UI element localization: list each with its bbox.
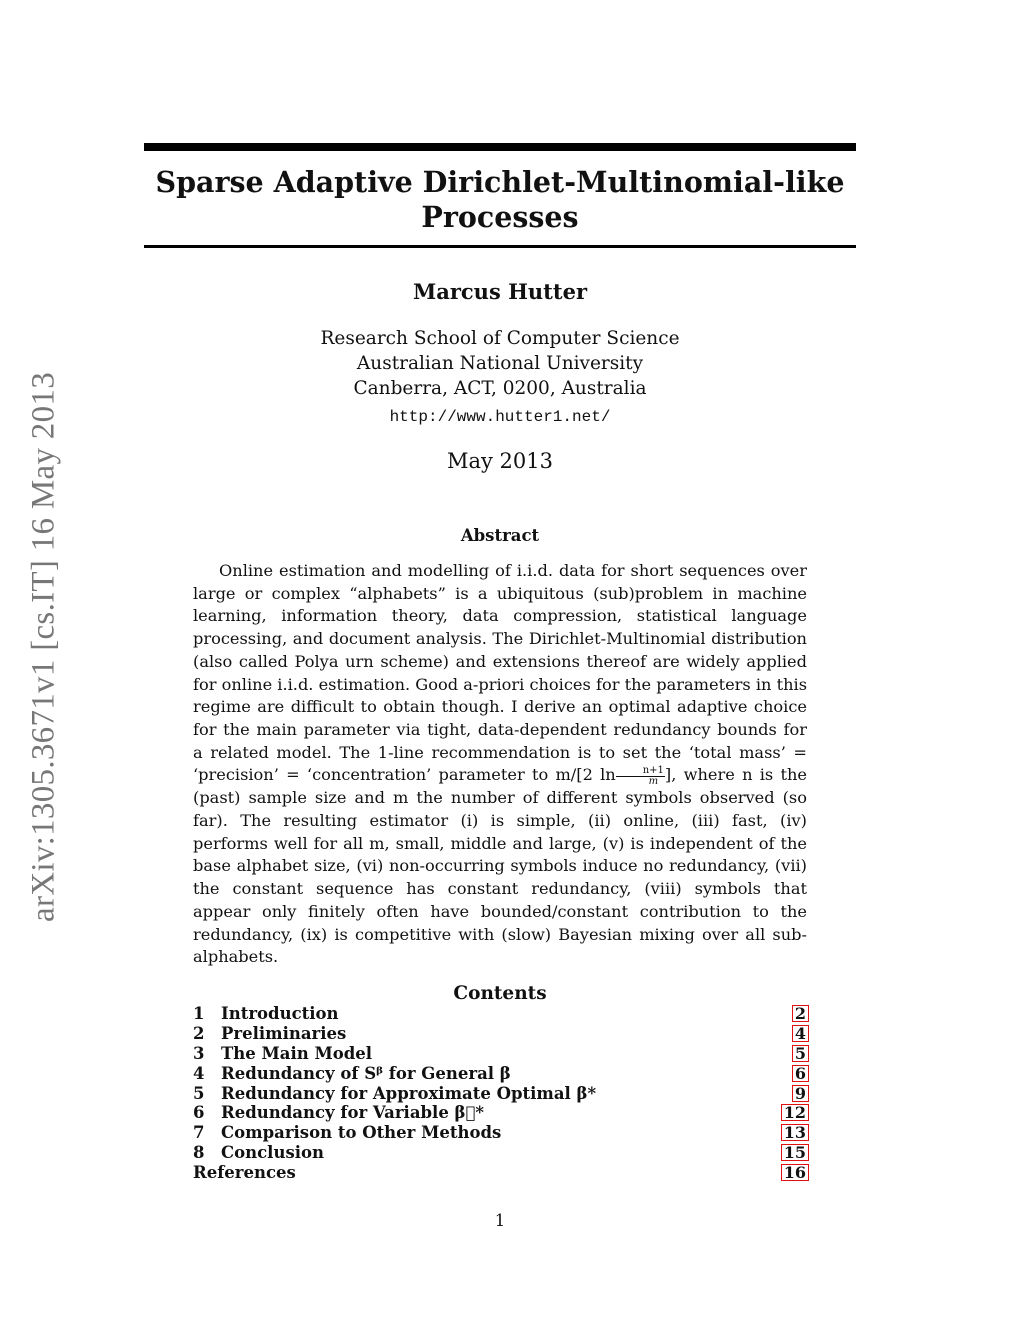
toc-entry[interactable] [193,1162,809,1182]
formula-prefix: m/[2 ln [555,765,616,785]
toc-entry-title: The Main Model [221,1043,373,1063]
toc-entry-number: 5 [193,1083,205,1103]
author-name: Marcus Hutter [412,279,588,304]
toc-page-link[interactable]: 16 [781,1164,809,1181]
toc-entry-label [193,1163,296,1182]
toc-entry-title: Conclusion [221,1142,325,1162]
toc-page-link[interactable]: 9 [792,1085,809,1102]
formula-denominator: m [648,776,659,788]
toc-entry[interactable] [193,1143,809,1163]
toc-page-link[interactable]: 13 [781,1124,809,1141]
toc-entry-title: Preliminaries [221,1024,347,1044]
toc-entry-label [193,1143,324,1162]
toc-entry-title: Comparison to Other Methods [221,1123,502,1143]
toc-entry[interactable] [193,1024,809,1044]
abstract-part-2: , where n is the (past) sample size and m the number of different symbols observed (so far). The resulting estimator (i) is simple, (ii) online, (iii) fast, (iv) performs well for all m, small, middle and large, (v) is independent of the base alphabet size, (vi) non-occurring symbols induce no redundancy, (vii) the constant sequence has constant redundancy, (viii) symbols that appear only finitely often have bounded/constant contribution to the redundancy, (ix) is competitive with (slow) Bayesian mixing over all sub-alphabets. [193,765,808,967]
toc-entry-label [193,1123,501,1142]
toc-page-link[interactable]: 2 [792,1005,809,1022]
toc-page-link[interactable]: 5 [792,1045,809,1062]
toc-entry-label [193,1024,346,1043]
abstract-text [193,560,807,969]
toc-entry[interactable] [193,1083,809,1103]
toc-page-link[interactable]: 15 [781,1144,809,1161]
toc-entry-number: 4 [193,1063,205,1083]
affiliation-block [144,326,856,430]
affiliation-line-3: Canberra, ACT, 0200, Australia [353,378,647,399]
toc-entry[interactable] [193,1123,809,1143]
title-bottom-rule [144,245,856,248]
toc-entry-number: 3 [193,1043,205,1063]
contents-heading: Contents [453,983,547,1004]
toc-entry-number: 1 [193,1004,205,1024]
title-top-rule [144,143,856,151]
toc-entry[interactable] [193,1103,809,1123]
toc-entry-label [193,1103,484,1122]
toc-entry-label [193,1064,511,1083]
formula-fraction [616,766,665,787]
affiliation-line-1: Research School of Computer Science [320,328,680,349]
toc-entry-number: 8 [193,1142,205,1162]
toc-entry[interactable] [193,1004,809,1024]
toc-page-link[interactable]: 4 [792,1025,809,1042]
abstract-part-1: Online estimation and modelling of i.i.d. data for short sequences over large or complex “alphabets” is a ubiquitous (sub)problem in machine learning, information theory, data compression, statistical language processing, and document analysis. The Dirichlet-Multinomial distribution (also called Polya urn scheme) and extensions thereof are widely applied for online i.i.d. estimation. Good a-priori choices for the parameters in this regime are difficult to obtain though. I derive an optimal adaptive choice for the main parameter via tight, data-dependent redundancy bounds for a related model. The 1-line recommendation is to set the ‘total mass’ = ‘precision’ = ‘concentration’ parameter to [193,561,808,785]
toc-entry-label [193,1044,372,1063]
toc-page-link[interactable]: 12 [781,1104,809,1121]
arxiv-sidebar-stamp: arXiv:1305.3671v1 [cs.IT] 16 May 2013 [25,371,62,923]
toc-entry-title: References [193,1162,296,1182]
paper-title [144,165,856,235]
toc-entry-label [193,1084,596,1103]
toc-entry-number: 7 [193,1123,205,1143]
toc-entry-title: Redundancy of Sᵝ for General β [221,1063,511,1083]
toc-entry[interactable] [193,1063,809,1083]
toc-page-link[interactable]: 6 [792,1065,809,1082]
affiliation-line-2: Australian National University [356,353,644,374]
toc-entry-number: 2 [193,1024,205,1044]
title-line-1: Sparse Adaptive Dirichlet-Multinomial-like [155,165,845,199]
toc-entry-title: Redundancy for Approximate Optimal β* [221,1083,597,1103]
toc-entry-number: 6 [193,1103,205,1123]
toc-entry-title: Introduction [221,1004,339,1024]
author-url-link[interactable]: http://www.hutter1.net/ [389,408,611,426]
toc-entry-title: Redundancy for Variable β⃗* [221,1103,485,1123]
table-of-contents [193,1004,809,1182]
toc-entry-label [193,1004,339,1023]
page-number: 1 [494,1211,506,1230]
title-line-2: Processes [421,200,579,234]
formula-numerator: n+1 [616,766,665,777]
publication-date: May 2013 [446,449,553,473]
abstract-heading: Abstract [460,526,540,545]
toc-entry[interactable] [193,1044,809,1064]
formula-suffix: ] [664,765,672,785]
